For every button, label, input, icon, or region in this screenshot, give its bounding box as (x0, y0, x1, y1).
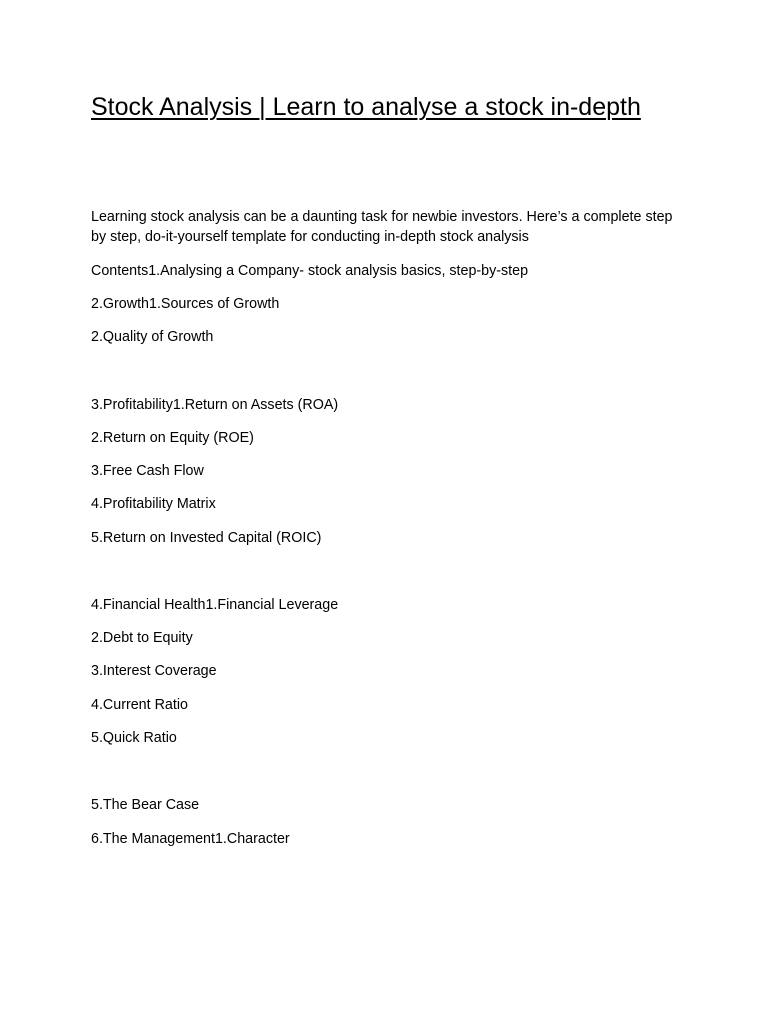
contents-line: 5.The Bear Case (91, 797, 200, 813)
contents-line: 4.Financial Health1.Financial Leverage (91, 597, 339, 613)
contents-line: 5.Quick Ratio (91, 730, 177, 746)
intro-paragraph: Learning stock analysis can be a daunting task for newbie investors. Here’s a complete step by step, do-it-yourself template for conducting in-depth stock analysis (91, 209, 673, 245)
contents-line: 2.Growth1.Sources of Growth (91, 296, 280, 312)
document-title: Stock Analysis | Learn to analyse a stock in-depth (91, 93, 641, 121)
contents-line: Contents1.Analysing a Company- stock analysis basics, step-by-step (91, 263, 529, 279)
contents-line: 4.Profitability Matrix (91, 496, 216, 512)
contents-line: 3.Interest Coverage (91, 663, 217, 679)
contents-line: 2.Return on Equity (ROE) (91, 430, 254, 446)
contents-line: 6.The Management1.Character (91, 831, 290, 847)
contents-line: 4.Current Ratio (91, 697, 188, 713)
contents-line: 2.Quality of Growth (91, 329, 214, 345)
contents-line: 3.Profitability1.Return on Assets (ROA) (91, 397, 339, 413)
contents-line: 5.Return on Invested Capital (ROIC) (91, 530, 322, 546)
contents-line: 2.Debt to Equity (91, 630, 193, 646)
contents-line: 3.Free Cash Flow (91, 463, 204, 479)
